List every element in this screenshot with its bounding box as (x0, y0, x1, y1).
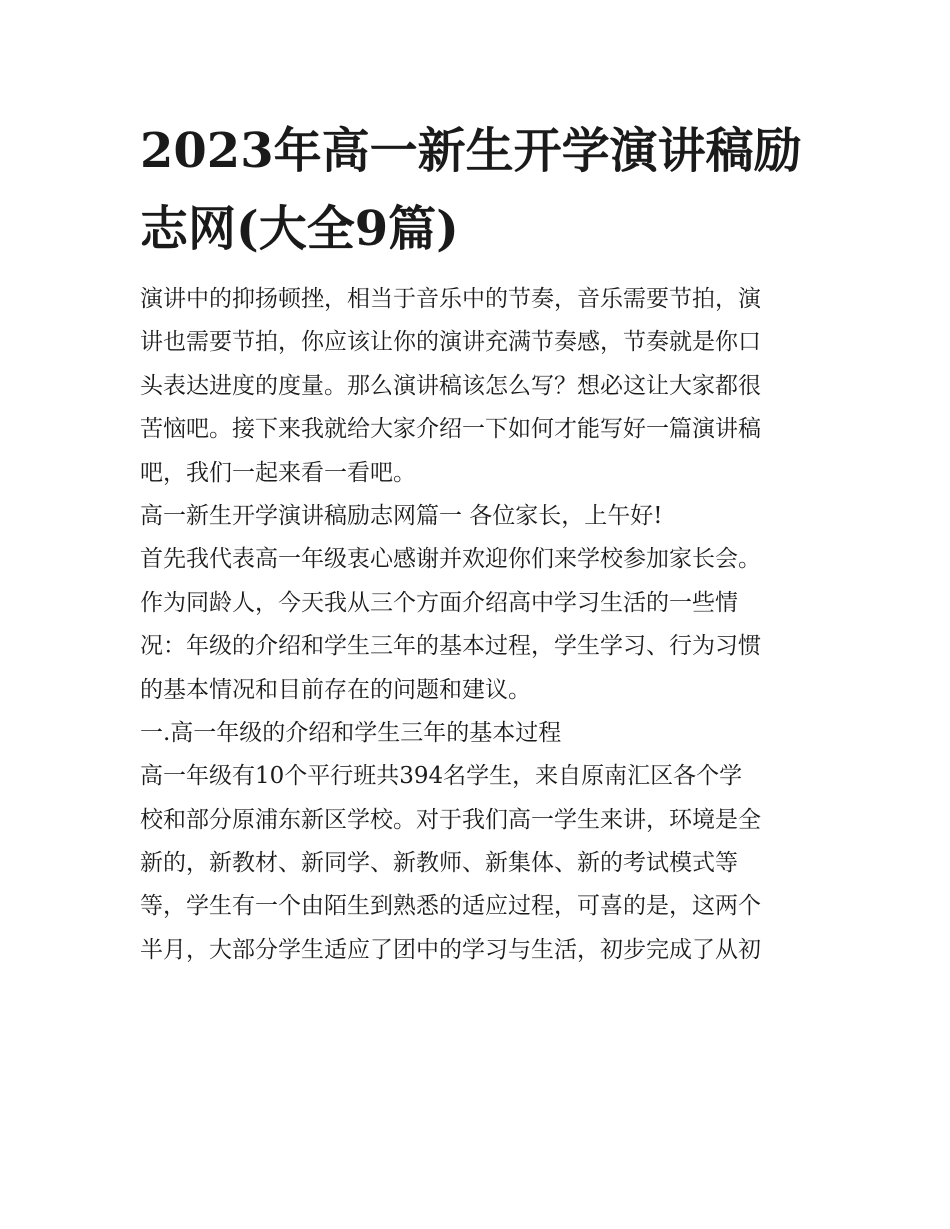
body-line: 首先我代表高一年级衷心感谢并欢迎你们来学校参加家长会。 (140, 546, 761, 573)
body-line: 高一年级有10个平行班共394名学生，来自原南汇区各个学 (140, 763, 743, 790)
title-line: 2023年高一新生开学演讲稿励 (140, 123, 802, 179)
body-line: 况：年级的介绍和学生三年的基本过程，学生学习、行为习惯 (140, 633, 761, 660)
body-line: 半月，大部分学生适应了团中的学习与生活，初步完成了从初 (140, 936, 761, 963)
body-line: 演讲中的抑扬顿挫，相当于音乐中的节奏，音乐需要节拍，演 (140, 286, 761, 312)
section-heading: 一.高一年级的介绍和学生三年的基本过程 (140, 719, 562, 746)
document-body (140, 278, 830, 972)
body-line: 作为同龄人，今天我从三个方面介绍高中学习生活的一些情 (140, 589, 738, 616)
body-line: 的基本情况和目前存在的问题和建议。 (140, 676, 531, 703)
document-title (140, 112, 820, 268)
body-line: 等，学生有一个由陌生到熟悉的适应过程，可喜的是，这两个 (140, 893, 761, 920)
body-line: 吧，我们一起来看一看吧。 (140, 459, 416, 486)
body-line: 新的，新教材、新同学、新教师、新集体、新的考试模式等 (140, 850, 738, 877)
body-line: 校和部分原浦东新区学校。对于我们高一学生来讲，环境是全 (140, 806, 761, 833)
title-line: 志网(大全9篇) (140, 201, 459, 257)
body-line: 头表达进度的度量。那么演讲稿该怎么写？想必这让大家都很 (140, 372, 761, 399)
body-line: 高一新生开学演讲稿励志网篇一 各位家长，上午好! (140, 502, 663, 529)
body-line: 苦恼吧。接下来我就给大家介绍一下如何才能写好一篇演讲稿 (140, 416, 761, 443)
body-line: 讲也需要节拍，你应该让你的演讲充满节奏感，节奏就是你口 (140, 329, 761, 356)
